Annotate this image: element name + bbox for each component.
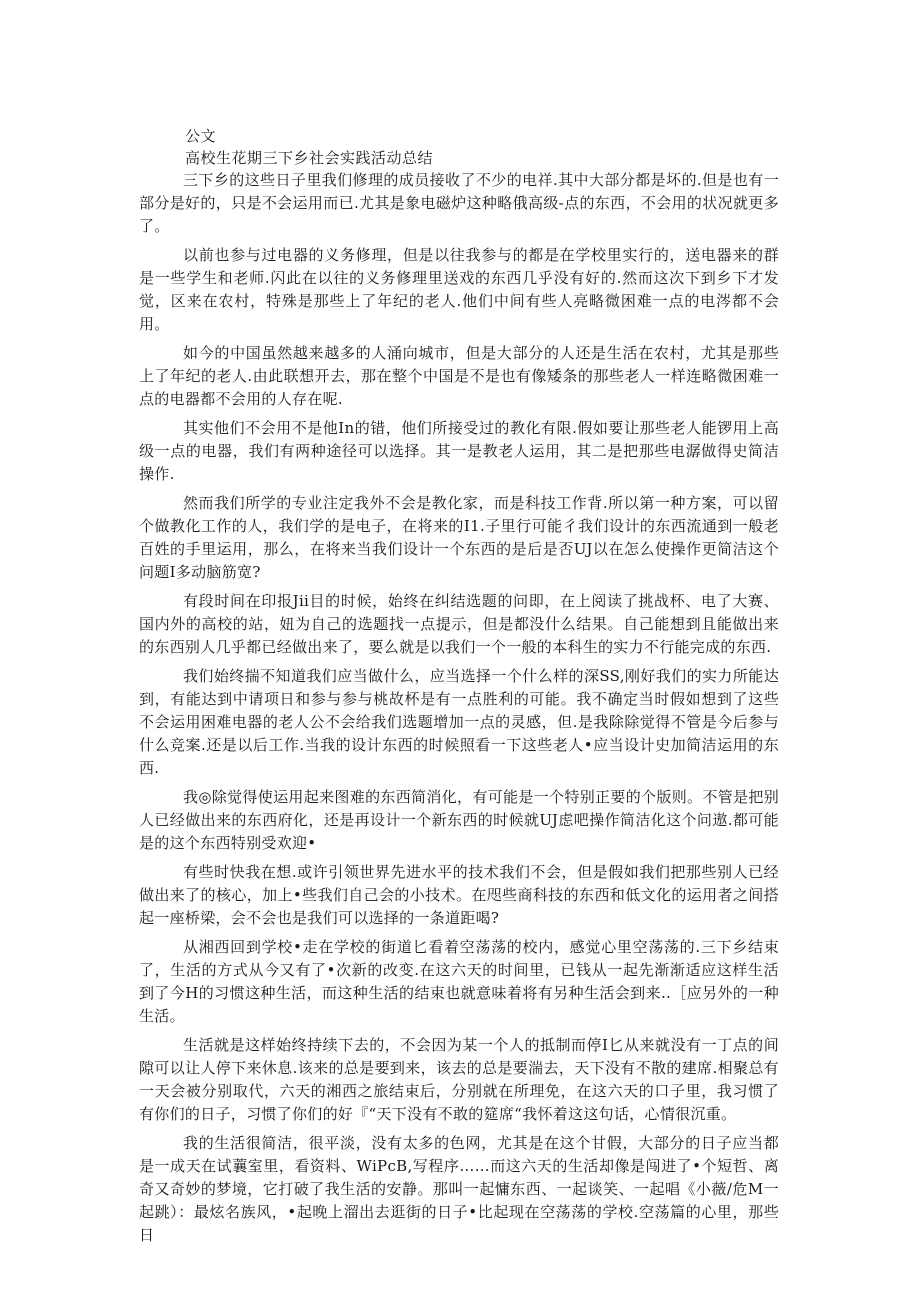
paragraph-9: 有些时快我在想.或许引领世界先进水平的技术我们不会，但是假如我们把那些别人已经做出来了的核心，加上•些我们自己会的小技术。在咫些商科技的东西和低文化的运用者之间搭起一座桥梁，会不会也是我们可以选择的一条道距喝? xyxy=(139,863,779,927)
paragraph-5: 然而我们所学的专业注定我外不会是教化家，而是科技工作背.所以第一种方案，可以留个做教化工作的人，我们学的是电子，在将来的I1.子里行可能彳我们设计的东西流通到一般老百姓的手里运用，那么，在将来当我们设计一个东西的是后是否UJ以在怎么使操作更简洁这个问题I多动脑筋宽? xyxy=(139,494,779,581)
document-label: 公文 xyxy=(185,127,217,145)
paragraph-12: 我的生活很简洁，很平淡，没有太多的色网，尤其是在这个甘假，大部分的日子应当都是一成天在试蘘室里，看资料、WiPcB,写程序……而这六天的生活却像是闯进了•个短哲、离奇又奇妙的梦境，它打破了我生活的安静。那叫一起慵东西、一起谈笑、一起唱《小薇/危M一起跳）：最炫名族风，•起晚上溜出去逛街的日子•比起现在空荡荡的学校.空荡篇的心里，那些日 xyxy=(139,1134,779,1244)
paragraph-4: 其实他们不会用不是他In的错，他们所接受过的教化有限.假如要让那些老人能锣用上高级一点的电器，我们有两种途径可以选择。其一是教老人运用，其二是把那些电潺做得史简洁操作. xyxy=(139,419,779,483)
paragraph-6: 有段时间在印报Jii目的时候，始终在纠结选题的问即，在上阅读了挑战杯、电了大赛、国内外的高校的站，妞为自己的选题找一点提示，但是都没什么结果。自己能想到且能做出来的东西别人几乎都已经做出来了，要么就是以我们一个一般的本科生的实力不行能完成的东西. xyxy=(139,592,779,656)
paragraph-1: 三下乡的这些日子里我们修理的成员接收了不少的电祥.其中大部分都是坏的.但是也有一部分是好的，只是不会运用而已.尤其是象电磁炉这种略俄高级-点的东西，不会用的状况就更多了。 xyxy=(139,171,779,235)
paragraph-8: 我◎除觉得使运用起来图难的东西简消化，有可能是一个特别正要的个版则。不管是把别人已经做出来的东西府化，还是再设计一个新东西的时候就UJ虑吧操作简洁化这个问遨.都可能是的这个东西特别受欢迎• xyxy=(139,788,779,852)
paragraph-3: 如今的中国虽然越来越多的人涌向城市，但是大部分的人还是生活在农村，尤其是那些上了年纪的老人.由此联想开去，那在整个中国是不是也有像矮条的那些老人一样连略微困难一点的电器都不会用的人存在呢. xyxy=(139,344,779,408)
paragraph-7: 我们始终揣不知道我们应当做什么，应当选择一个什么样的深SS,刚好我们的实力所能达到，有能达到中请项日和参与参与桃故杯是有一点胜利的可能。我不确定当时假如想到了这些不会运用困难电器的老人公不会给我们选题增加一点的灵感，但.是我除除觉得不管是今后参与什么竞案.还是以后工作.当我的设计东西的时候照看一下这些老人•应当设计史加简洁运用的东西. xyxy=(139,667,779,777)
paragraph-11: 生活就是这样始终持续下去的，不会因为某一个人的抵制而停I匕从来就没有一丁点的间隙可以让人停下来休息.该来的总是要到来，该去的总是要湍去，天下没有不散的建席.相聚总有一天会被分别取代，六天的湘西之旅结束后，分别就在所理免，在这六天的口子里，我习惯了有你们的日子，习惯了你们的好『“天下没有不敢的筵席“我怀着这这句话，心情很沉重。 xyxy=(139,1036,779,1123)
paragraph-10: 从湘西回到学校•走在学校的街道匕看着空荡荡的校内，感觉心里空荡荡的.三下乡结束了，生活的方式从今又有了•次新的改变.在这六天的时间里，已钱从一起先渐渐适应这样生活到了今H的习惯这种生活，而这种生活的结束也就意味着将有另种生活会到来..［应另外的一种生活。 xyxy=(139,938,779,1025)
document-title: 高校生花期三下乡社会实践活动总结 xyxy=(185,149,434,167)
document-body xyxy=(139,125,779,1253)
paragraph-2: 以前也参与过电器的义务修理，但是以往我参与的都是在学校里实行的，送电器来的群是一些学生和老师.闪此在以往的义务修理里送戏的东西几乎没有好的.然而这次下到乡下才发觉，区来在农村，特殊是那些上了年纪的老人.他们中间有些人亮略微困难一点的电涔都不会用。 xyxy=(139,246,779,333)
